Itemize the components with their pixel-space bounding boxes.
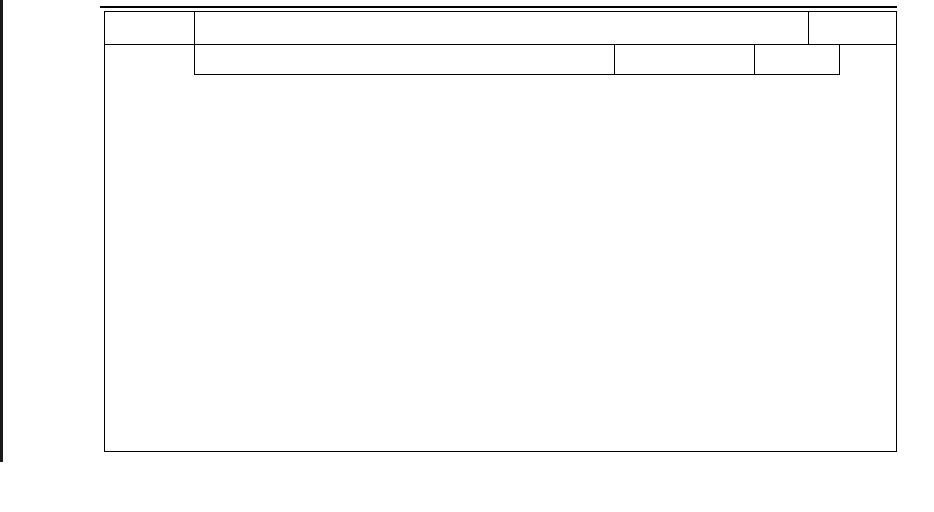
fault-flag [808,11,897,45]
page-edge [0,0,3,462]
header-name [194,44,615,75]
fault-code [104,11,195,45]
outer-border-left [104,44,105,452]
header-first-occurrence [614,44,755,75]
header-last-occurrence [754,44,840,75]
table-header [194,44,840,75]
outer-border-bottom [104,451,897,452]
fault-description [194,11,809,45]
top-border [100,6,897,8]
outer-border-right [896,44,897,452]
